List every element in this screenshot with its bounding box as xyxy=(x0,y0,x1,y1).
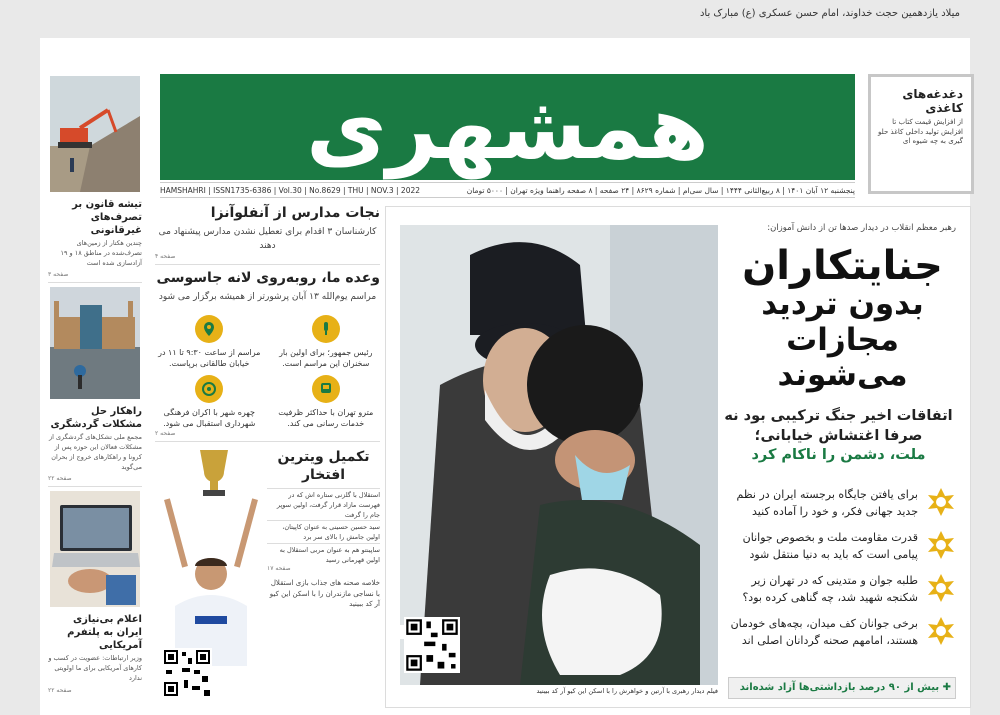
story-esteghlal[interactable] xyxy=(155,446,380,666)
headline-line-3: مجازات می‌شوند xyxy=(777,321,908,394)
page-ref: صفحه ۴ xyxy=(155,253,176,261)
photo-caption: فیلم دیدار رهبری با آرتین و خواهرش را با اسکن این کیو آر کد ببینید xyxy=(536,687,718,695)
headline-line-2: بدون تردید xyxy=(761,286,924,322)
esteghlal-text xyxy=(267,446,380,610)
subhead-line-2: ملت، دشمن را ناکام کرد xyxy=(751,447,926,464)
bullet-item xyxy=(721,573,956,606)
icon-grid xyxy=(155,315,380,430)
left-story-text: مجمع ملی تشکل‌های گردشگری از مشکلات فعالان این حوزه پس از کرونا و راهکارهای خروج از بحران می‌گوید xyxy=(48,433,142,471)
top-line: میلاد یازدهمین حجت خداوند، امام حسن عسکری (ع) مبارک باد xyxy=(699,8,960,19)
bullet-text: طلبه جوان و متدینی که در تهران زیر شکنجه شهید شد، چه گناهی کرده بود؟ xyxy=(742,574,918,604)
laptop-photo xyxy=(50,491,140,607)
story-schools[interactable] xyxy=(155,204,380,260)
dateline xyxy=(160,182,855,198)
story-13aban[interactable] xyxy=(155,269,380,436)
star-bullet-icon xyxy=(926,573,956,603)
left-story-1[interactable] xyxy=(48,76,142,278)
divider xyxy=(155,441,380,442)
left-story-text: وزیر ارتباطات: عضویت در کسب و کارهای آمریکایی برای ما اولویتی ندارد xyxy=(48,654,142,682)
excavator-photo xyxy=(50,76,140,192)
qr-code-icon[interactable] xyxy=(162,648,212,698)
qr-code-icon[interactable] xyxy=(404,617,460,673)
location-icon xyxy=(195,315,223,343)
main-kicker: رهبر معظم انقلاب در دیدار صدها تن از دانش آموزان: xyxy=(767,223,956,233)
headline-line-1: جنایتکاران xyxy=(742,243,943,289)
story-title: وعده ما، روبه‌روی لانه جاسوسی xyxy=(156,270,380,287)
player-trophy-photo xyxy=(155,446,265,666)
star-bullet-icon xyxy=(926,616,956,646)
left-column xyxy=(48,76,142,694)
page-ref: صفحه ۲ xyxy=(155,429,176,437)
story-bullet: استقلال با گلزنی ستاره اش که در فهرست مازاد قرار گرفت، اولین سوپر جام را گرفت xyxy=(267,488,380,520)
masthead-title: همشهری xyxy=(305,75,710,179)
story-text: کارشناسان ۳ اقدام برای تعطیل نشدن مدارس پیشنهاد می دهند xyxy=(158,227,377,251)
left-story-title: راهکار حل مشکلات گردشگری xyxy=(50,406,142,431)
mosque-photo xyxy=(50,287,140,399)
main-headline xyxy=(725,245,960,394)
bullet-text: قدرت مقاومت ملت و بخصوص جوانان پیامی است که باید به دنیا منتقل شود xyxy=(742,531,918,561)
page-ref: صفحه ۳ xyxy=(48,271,69,279)
story-bullet: سید حسین حسینی به عنوان کاپیتان، اولین جامش را بالای سر برد xyxy=(267,520,380,543)
bullet-item xyxy=(721,616,956,649)
star-bullet-icon xyxy=(926,487,956,517)
main-story[interactable] xyxy=(385,206,971,708)
dateline-latin: HAMSHAHRI | ISSN1735-6386 | Vol.30 | No.8629 | THU | NOV.3 | 2022 xyxy=(160,185,421,195)
divider xyxy=(48,486,142,487)
release-bar[interactable] xyxy=(728,677,956,699)
story-bullet: ساپینتو هم به عنوان مربی استقلال به اولین قهرمانی رسید xyxy=(267,543,380,566)
icon-item xyxy=(272,315,381,369)
icon-text: رئیس جمهور؛ برای اولین بار سخنران این مراسم است. xyxy=(279,347,373,369)
story-title: تکمیل ویترین افتخار xyxy=(277,448,370,483)
badge-icon xyxy=(195,375,223,403)
dateline-persian: پنجشنبه ۱۲ آبان ۱۴۰۱ | ۸ ربیع‌الثانی ۱۴۴۴ | سال سی‌ام | شماره ۸۶۲۹ | ۲۴ صفحه | ۸ صفحه راهنما ویژه تهران | ۵۰۰۰ تومان xyxy=(466,185,855,195)
qr-block xyxy=(267,578,380,610)
teaser-title: دغدغه‌های کاغذی xyxy=(902,87,963,116)
middle-column xyxy=(155,200,380,666)
divider xyxy=(155,264,380,265)
leader-student-photo xyxy=(400,225,718,685)
divider xyxy=(48,282,142,283)
teaser-text: از افزایش قیمت کتاب تا افزایش تولید داخلی کاغذ حلو گیری به چه شیوه ای xyxy=(878,117,963,146)
qr-note: خلاصه صحنه های جذاب بازی استقلال با نساجی مازندران را با اسکن این کیو آر کد ببینید xyxy=(269,579,380,609)
icon-item xyxy=(155,375,264,429)
icon-item xyxy=(272,375,381,429)
subhead-line-1: اتفاقات اخیر جنگ ترکیبی بود نه صرفا اغتشاش خیابانی؛ xyxy=(724,408,953,444)
star-bullet-icon xyxy=(926,530,956,560)
bullet-item xyxy=(721,530,956,563)
masthead xyxy=(160,74,855,180)
main-subhead xyxy=(721,407,956,466)
bullet-text: برخی جوانان کف میدان، بچه‌های خودمان هستند، امامهم صحنه گردانان اصلی اند xyxy=(730,617,918,647)
mic-icon xyxy=(312,315,340,343)
left-story-text: چندین هکتار از زمین‌های تصرف‌شده در مناطق ۱۸ و ۱۹ آزادسازی شده است xyxy=(60,239,142,267)
story-text: مراسم یوم‌الله ۱۳ آبان پرشورتر از همیشه برگزار می شود xyxy=(158,292,377,303)
bullet-text: برای یافتن جایگاه برجسته ایران در نظم جدید جهانی فکر، و خود را آماده کنید xyxy=(736,488,918,518)
page-ref: صفحه ۲۲ xyxy=(48,686,72,694)
left-story-title: اعلام بی‌نیازی ایران به پلتفرم آمریکایی xyxy=(67,614,142,652)
left-story-title: تیشه قانون بر تصرف‌های غیرقانونی xyxy=(72,199,142,236)
bullet-item xyxy=(721,487,956,520)
plus-icon: ✚ xyxy=(939,682,951,693)
left-story-2[interactable] xyxy=(48,287,142,482)
icon-text: چهره شهر با اکران فرهنگی شهرداری استقبال می شود. xyxy=(163,408,256,429)
quote-bullets xyxy=(721,487,956,659)
story-title: نجات مدارس از آنفلوآنزا xyxy=(210,205,380,221)
page-ref: صفحه ۲۲ xyxy=(48,475,72,483)
bar-text: بیش از ۹۰ درصد بازداشتی‌ها آزاد شده‌اند xyxy=(739,682,940,693)
icon-item xyxy=(155,315,264,369)
metro-icon xyxy=(312,375,340,403)
left-story-3[interactable] xyxy=(48,491,142,693)
teaser-box[interactable] xyxy=(868,74,974,194)
icon-text: مراسم از ساعت ۹:۳۰ تا ۱۱ در خیابان طالقانی برپاست. xyxy=(158,347,261,369)
icon-text: مترو تهران با حداکثر ظرفیت خدمات رسانی می کند. xyxy=(278,408,374,429)
page-ref: صفحه ۱۷ xyxy=(267,565,291,573)
